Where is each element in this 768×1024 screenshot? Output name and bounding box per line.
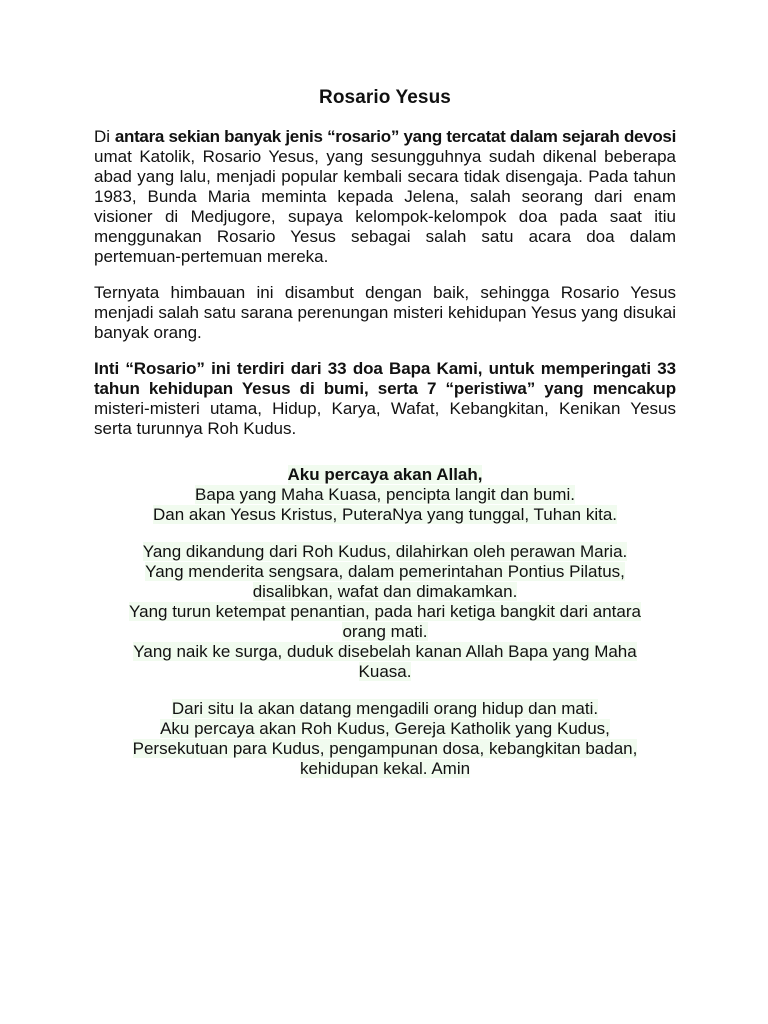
creed-line [94, 505, 676, 525]
creed-line-text: Yang dikandung dari Roh Kudus, dilahirkan oleh perawan Maria. [142, 542, 628, 561]
creed-line-text: orang mati. [342, 622, 428, 641]
creed-line [94, 662, 676, 682]
document-title: Rosario Yesus [319, 87, 451, 108]
creed-line-text: Dan akan Yesus Kristus, PuteraNya yang tunggal, Tuhan kita. [152, 505, 617, 524]
paragraph-response: Ternyata himbauan ini disambut dengan baik, sehingga Rosario Yesus menjadi salah satu sarana perenungan misteri kehidupan Yesus yang disukai banyak orang. [94, 283, 676, 342]
creed-line [94, 759, 676, 779]
creed-line [94, 642, 676, 662]
creed-line [94, 542, 676, 562]
creed-line-text: Aku percaya akan Roh Kudus, Gereja Katholik yang Kudus, [160, 719, 610, 738]
creed-line-text: Bapa yang Maha Kuasa, pencipta langit dan bumi. [195, 485, 575, 504]
creed-spacer [94, 682, 676, 699]
creed-line [94, 622, 676, 642]
creed-line [94, 719, 676, 739]
creed-line [94, 485, 676, 505]
creed-line-text: disalibkan, wafat dan dimakamkan. [252, 582, 518, 601]
paragraph-core-body: misteri-misteri utama, Hidup, Karya, Wafat, Kebangkitan, Kenikan Yesus serta turunnya Roh Kudus. [94, 399, 676, 438]
creed-line-text: Yang naik ke surga, duduk disebelah kanan Allah Bapa yang Maha [133, 642, 637, 661]
paragraph-core-lead-bold: Inti “Rosario” ini terdiri dari 33 doa Bapa Kami, untuk memperingati 33 tahun kehidupan Yesus di bumi, serta 7 “peristiwa” yang mencakup [94, 359, 676, 398]
creed-line-text: Kuasa. [358, 662, 412, 681]
paragraph-intro-lead: Di [94, 127, 115, 146]
paragraph-intro-lead-bold: antara sekian banyak jenis “rosario” yang tercatat dalam sejarah devosi [114, 127, 676, 146]
paragraph-intro [94, 127, 676, 267]
creed-line [94, 562, 676, 582]
document-page [94, 87, 676, 779]
paragraph-core [94, 359, 676, 439]
creed-heading [94, 465, 676, 485]
creed-line-text: Yang turun ketempat penantian, pada hari ketiga bangkit dari antara [129, 602, 641, 621]
creed-line [94, 602, 676, 622]
creed-line-text: Yang menderita sengsara, dalam pemerintahan Pontius Pilatus, [145, 562, 625, 581]
creed-line [94, 739, 676, 759]
creed-line [94, 699, 676, 719]
creed-line-text: Persekutuan para Kudus, pengampunan dosa, kebangkitan badan, [132, 739, 638, 758]
creed-spacer [94, 525, 676, 542]
creed-line-text: Dari situ Ia akan datang mengadili orang hidup dan mati. [171, 699, 599, 718]
creed-line [94, 582, 676, 602]
creed-prayer [94, 465, 676, 779]
creed-heading-text: Aku percaya akan Allah, [287, 465, 483, 484]
creed-line-text: kehidupan kekal. Amin [299, 759, 471, 778]
paragraph-intro-body: umat Katolik, Rosario Yesus, yang sesungguhnya sudah dikenal beberapa abad yang lalu, menjadi popular kembali secara tidak disengaja. Pada tahun 1983, Bunda Maria meminta kepada Jelena, salah seorang dari enam visioner di Medjugore, supaya kelompok-kelompok doa pada saat itiu menggunakan Rosario Yesus sebagai salah satu acara doa dalam pertemuan-pertemuan mereka. [94, 147, 676, 266]
